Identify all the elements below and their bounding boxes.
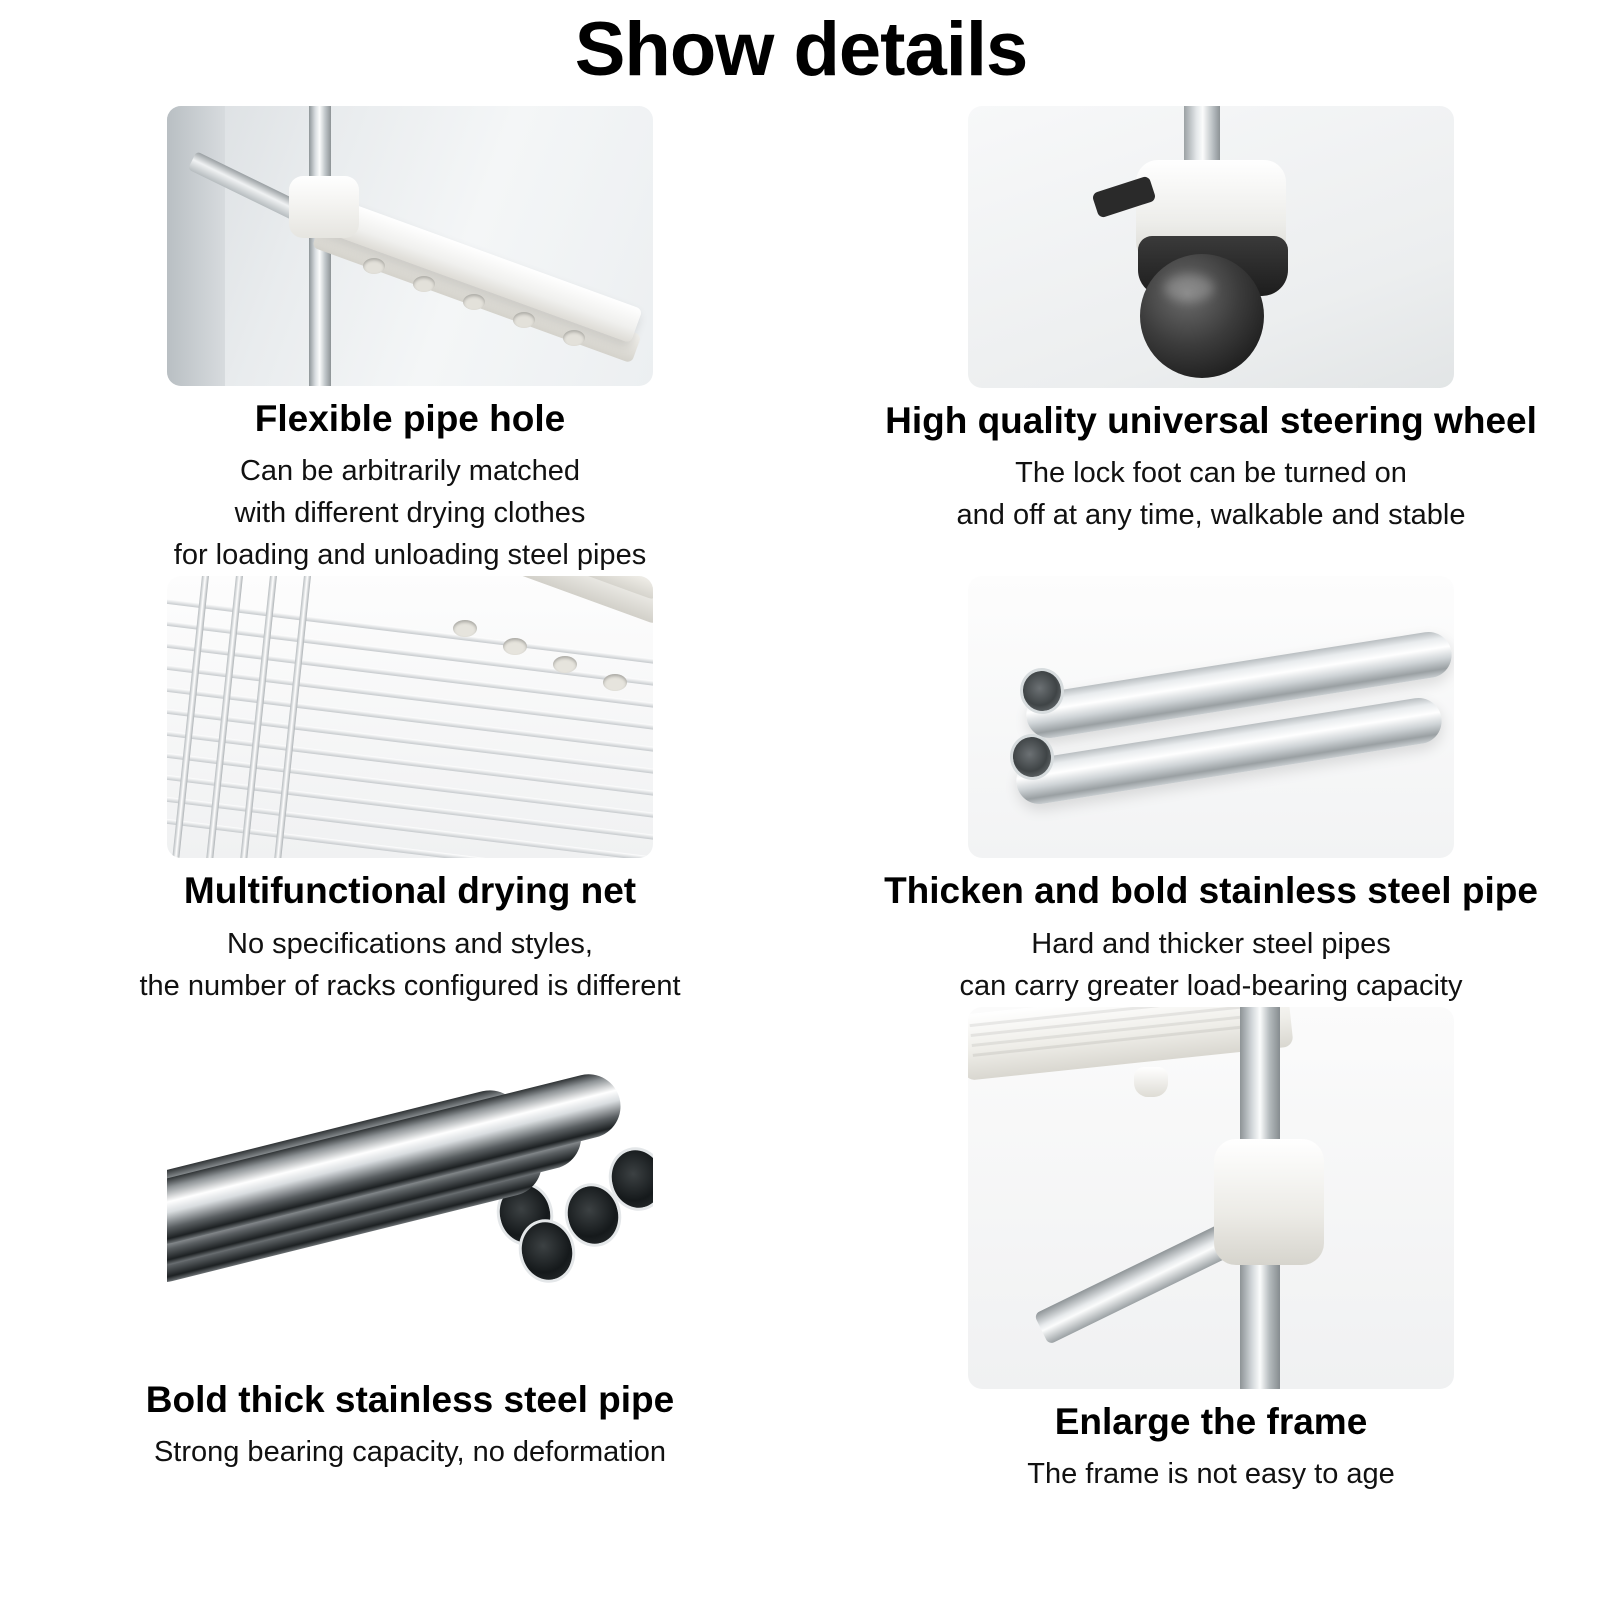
drying-net-photo — [167, 576, 653, 858]
panel-title: Thicken and bold stainless steel pipe — [884, 870, 1538, 912]
pipe-hole-icon — [363, 258, 385, 274]
panel-text-line: Hard and thicker steel pipes — [1031, 927, 1391, 960]
pipe-hole-icon — [563, 330, 585, 346]
panel-text-line: Can be arbitrarily matched — [239, 455, 581, 488]
panel-text-line: and off at any time, walkable and stable — [956, 499, 1466, 532]
panel-text-line: with different drying clothes — [234, 497, 586, 530]
panel-grid — [0, 106, 1602, 1496]
panel-title: Flexible pipe hole — [254, 397, 566, 439]
panel-universal-steering-wheel — [820, 106, 1602, 577]
pipe-hole-icon — [453, 620, 477, 637]
pipe-hole-icon — [513, 312, 535, 328]
panel-text-line: for loading and unloading steel pipes — [173, 539, 647, 572]
pipe-hole-icon — [603, 674, 627, 691]
panel-title: Multifunctional drying net — [183, 870, 637, 912]
four-steel-pipes-photo — [167, 1007, 653, 1367]
panel-enlarge-the-frame — [820, 1007, 1602, 1496]
panel-title: Enlarge the frame — [1054, 1400, 1368, 1442]
panel-text-line: No specifications and styles, — [227, 927, 593, 960]
caster-wheel-photo — [968, 106, 1454, 388]
pipe-hole-icon — [413, 276, 435, 292]
panel-text-line: the number of racks configured is different — [139, 969, 681, 1002]
flexible-pipe-hole-photo — [167, 106, 653, 386]
plastic-rail — [311, 193, 643, 343]
panel-text-line: can carry greater load-bearing capacity — [959, 969, 1463, 1002]
frame-collar-joint — [1214, 1139, 1324, 1265]
pipe-joint — [289, 176, 359, 238]
panel-title: Bold thick stainless steel pipe — [145, 1378, 675, 1420]
panel-text-line: The frame is not easy to age — [1027, 1458, 1395, 1491]
pipe-hole-icon — [503, 638, 527, 655]
panel-thicken-bold-stainless-steel-pipe — [820, 576, 1602, 1007]
panel-text-line: Strong bearing capacity, no deformation — [153, 1436, 667, 1469]
rail-knob — [1134, 1067, 1168, 1097]
panel-bold-thick-stainless-steel-pipe — [0, 1007, 820, 1496]
pipe-hole-icon — [463, 294, 485, 310]
wall-shape — [167, 106, 225, 386]
panel-multifunctional-drying-net — [0, 576, 820, 1007]
page-title: Show details — [574, 7, 1028, 92]
detail-page — [0, 8, 1602, 1610]
panel-flexible-pipe-hole — [0, 106, 820, 577]
frame-joint-photo — [968, 1007, 1454, 1389]
two-steel-pipes-photo — [968, 576, 1454, 858]
panel-title: High quality universal steering wheel — [885, 399, 1537, 441]
wheel-highlight — [1164, 274, 1214, 302]
panel-text-line: The lock foot can be turned on — [1015, 457, 1407, 490]
caster-wheel — [1140, 254, 1264, 378]
net-cross-rail — [240, 576, 278, 858]
